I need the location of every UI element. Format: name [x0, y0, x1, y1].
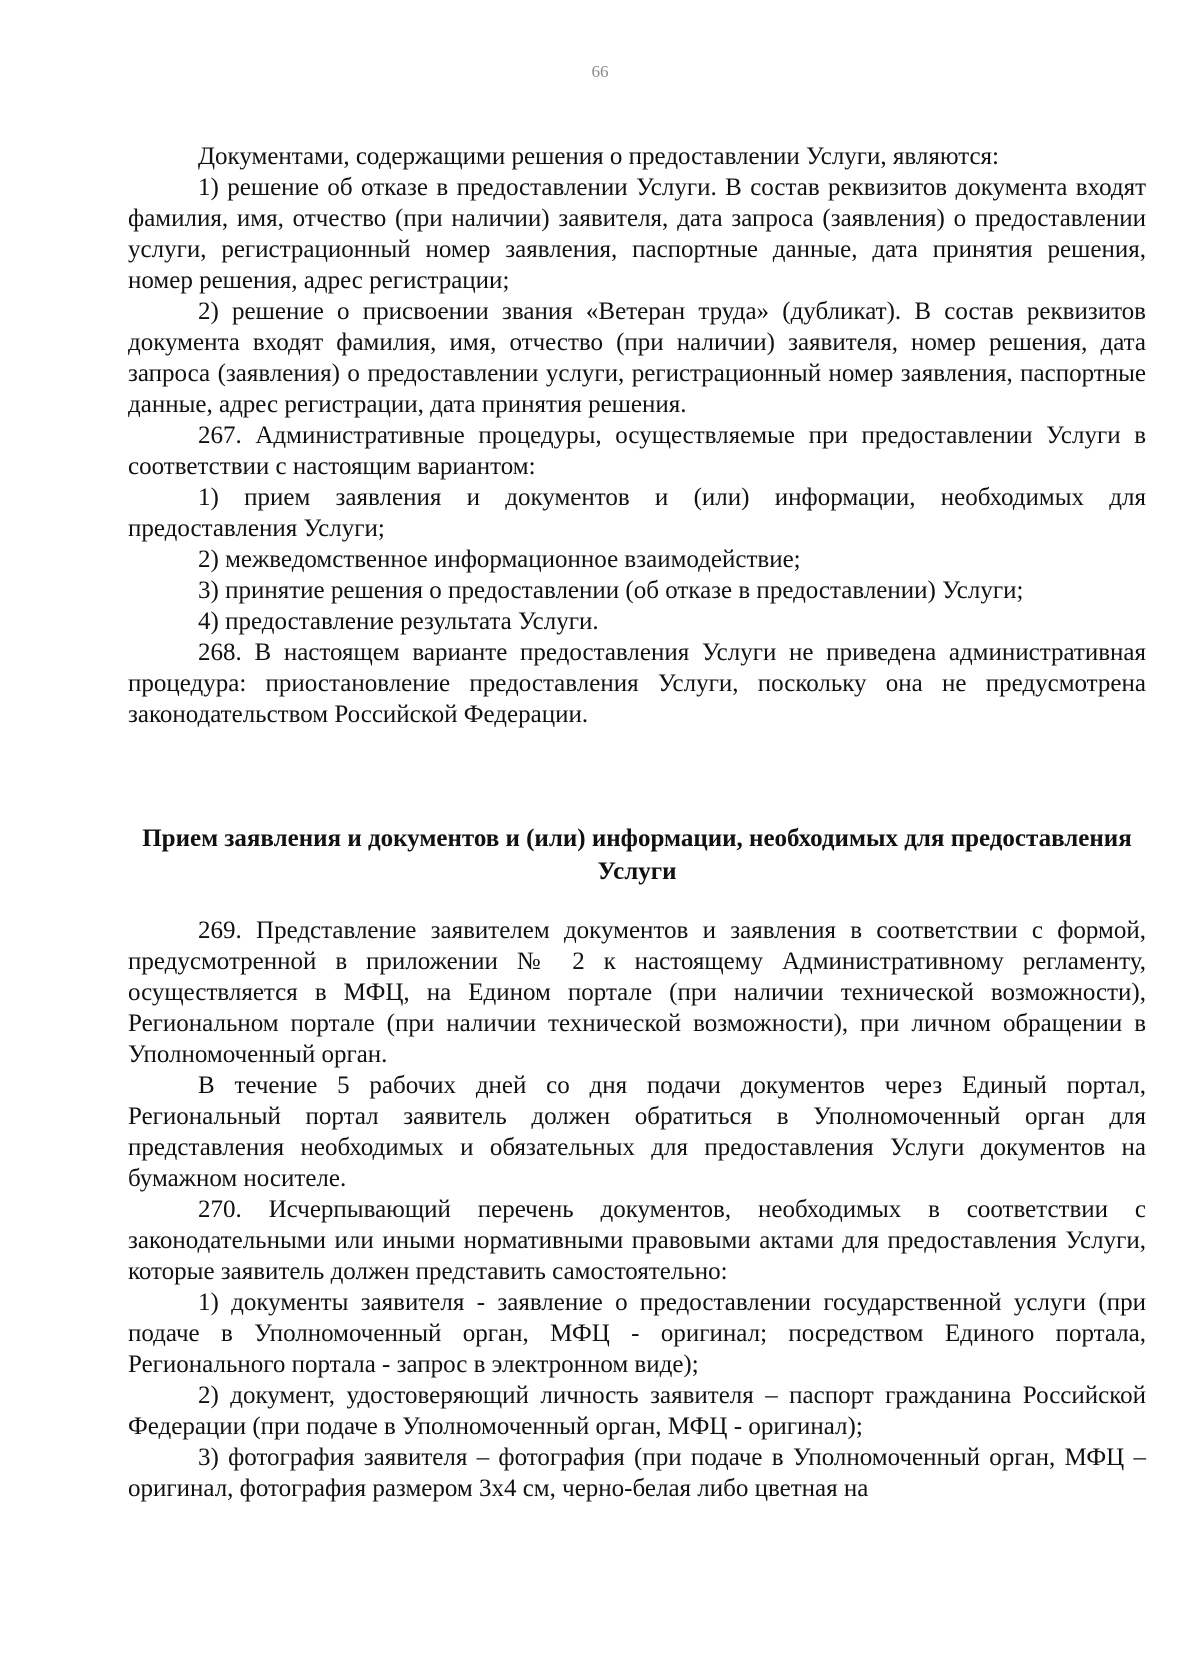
paragraph: 269. Представление заявителем документов и заявления в соответствии с формой, предусмотренной в приложении № 2 к настоящему Административному регламенту, осуществляется в МФЦ, на Едином портале (при наличии технической возможности), Региональном портале (при наличии технической возможности), при личном обращении в Уполномоченный орган. — [128, 917, 1146, 1068]
paragraph: Документами, содержащими решения о предоставлении Услуги, являются: — [198, 143, 999, 170]
section-heading: Прием заявления и документов и (или) информации, необходимых для предоставления Услуги — [142, 825, 1132, 885]
paragraph: В течение 5 рабочих дней со дня подачи документов через Единый портал, Региональный портал заявитель должен обратиться в Уполномоченный орган для представления необходимых и обязательных для предоставления Услуги документов на бумажном носителе. — [128, 1072, 1146, 1192]
paragraph: 270. Исчерпывающий перечень документов, необходимых в соответствии с законодательными или иными нормативными правовыми актами для предоставления Услуги, которые заявитель должен представить самостоятельно: — [128, 1196, 1146, 1285]
paragraph: 4) предоставление результата Услуги. — [198, 608, 599, 635]
paragraph: 1) документы заявителя - заявление о предоставлении государственной услуги (при подаче в Уполномоченный орган, МФЦ - оригинал; посредством Единого портала, Регионального портала - запрос в электронном виде); — [128, 1289, 1146, 1378]
paragraph: 3) принятие решения о предоставлении (об отказе в предоставлении) Услуги; — [198, 577, 1024, 604]
paragraph: 2) решение о присвоении звания «Ветеран труда» (дубликат). В состав реквизитов документа входят фамилия, имя, отчество (при наличии) заявителя, номер решения, дата запроса (заявления) о предоставлении услуги, регистрационный номер заявления, паспортные данные, адрес регистрации, дата принятия решения. — [128, 298, 1146, 418]
page-number: 66 — [591, 62, 609, 81]
paragraph: 1) прием заявления и документов и (или) информации, необходимых для предоставления Услуги; — [128, 484, 1146, 542]
paragraph: 3) фотография заявителя – фотография (при подаче в Уполномоченный орган, МФЦ – оригинал, фотография размером 3х4 см, черно-белая либо цветная на — [128, 1444, 1146, 1502]
paragraph: 2) документ, удостоверяющий личность заявителя – паспорт гражданина Российской Федерации (при подаче в Уполномоченный орган, МФЦ - оригинал); — [128, 1382, 1146, 1440]
paragraph: 2) межведомственное информационное взаимодействие; — [198, 546, 801, 573]
body-text-lower — [128, 915, 1146, 1504]
paragraph: 268. В настоящем варианте предоставления Услуги не приведена административная процедура: приостановление предоставления Услуги, поскольку она не предусмотрена законодательством Российской Федерации. — [128, 639, 1146, 728]
body-text-upper — [128, 141, 1146, 730]
paragraph: 1) решение об отказе в предоставлении Услуги. В состав реквизитов документа входят фамилия, имя, отчество (при наличии) заявителя, дата запроса (заявления) о предоставлении услуги, регистрационный номер заявления, паспортные данные, дата принятия решения, номер решения, адрес регистрации; — [128, 174, 1146, 294]
paragraph: 267. Административные процедуры, осуществляемые при предоставлении Услуги в соответствии с настоящим вариантом: — [128, 422, 1146, 480]
